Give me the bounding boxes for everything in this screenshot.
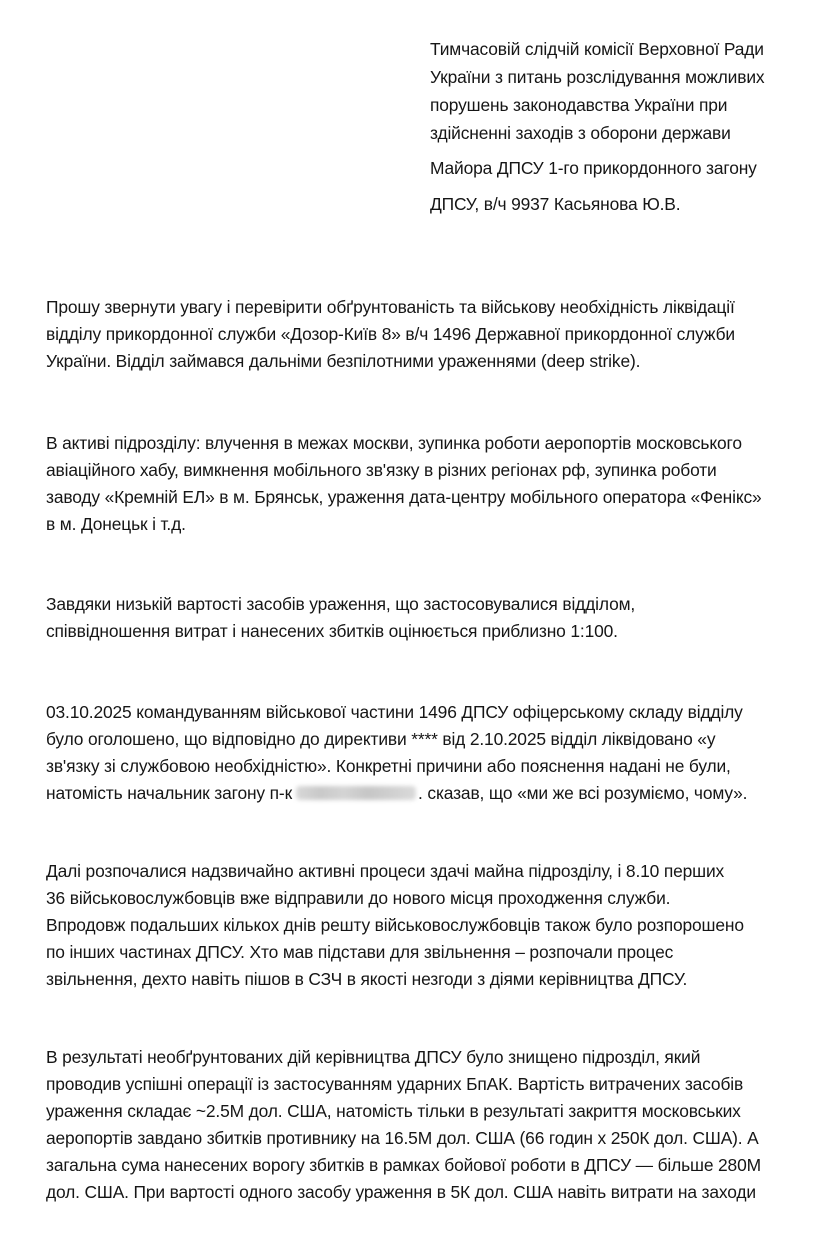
paragraph-line: загальна сума нанесених ворогу збитків в рамках бойової роботи в ДПСУ — більше 280М (46, 1155, 761, 1175)
paragraph-line: проводив успішні операції із застосуванням ударних БпАК. Вартість витрачених засобів (46, 1074, 744, 1094)
paragraph-line: Далі розпочалися надзвичайно активні процеси здачі майна підрозділу, і 8.10 перших (46, 861, 725, 881)
paragraph-line: Завдяки низькій вартості засобів ураження, що застосовувалися відділом, (46, 594, 636, 614)
addressee-line: Тимчасовій слідчій комісії Верховної Ради (430, 39, 764, 59)
paragraph-line: було оголошено, що відповідно до директиви **** від 2.10.2025 відділ ліквідовано «у (46, 729, 716, 749)
paragraph-line: відділу прикордонної служби «Дозор-Київ 8» в/ч 1496 Державної прикордонної служби (46, 324, 735, 344)
paragraph-line: В активі підрозділу: влучення в межах москви, зупинка роботи аеропортів московського (46, 433, 742, 453)
paragraph-line: 03.10.2025 командуванням військової частини 1496 ДПСУ офіцерському складу відділу (46, 702, 743, 722)
redacted-name-blur (296, 786, 416, 800)
paragraph-line: аеропортів завдано збитків противнику на 16.5М дол. США (66 годин х 250К дол. США). А (46, 1128, 759, 1148)
sender-line: Майора ДПСУ 1-го прикордонного загону (430, 158, 757, 178)
paragraph-line: в м. Донецьк і т.д. (46, 514, 186, 534)
paragraph-line: по інших частинах ДПСУ. Хто мав підстави для звільнення – розпочали процес (46, 942, 674, 962)
paragraph-line: 36 військовослужбовців вже відправили до нового місця проходження служби. (46, 888, 671, 908)
addressee-line: здійсненні заходів з оборони держави (430, 123, 731, 143)
paragraph-line: зв'язку зі службовою необхідністю». Конкретні причини або пояснення надані не були, (46, 756, 731, 776)
sender-line: ДПСУ, в/ч 9937 Касьянова Ю.В. (430, 194, 681, 214)
paragraph-line: звільнення, дехто навіть пішов в СЗЧ в якості незгоди з діями керівництва ДПСУ. (46, 969, 688, 989)
paragraph-line: Впродовж подальших кількох днів решту військовослужбовців також було розпорошено (46, 915, 744, 935)
paragraph-line: авіаційного хабу, вимкнення мобільного зв'язку в різних регіонах рф, зупинка роботи (46, 460, 717, 480)
addressee-line: України з питань розслідування можливих (430, 67, 765, 87)
paragraph-line-redacted (46, 782, 747, 804)
paragraph-line: ураження складає ~2.5М дол. США, натомість тільки в результаті закриття московських (46, 1101, 741, 1121)
paragraph-line: Прошу звернути увагу і перевірити обґрунтованість та військову необхідність ліквідації (46, 297, 735, 317)
paragraph-line: В результаті необґрунтованих дій керівництва ДПСУ було знищено підрозділ, який (46, 1047, 701, 1067)
paragraph-line: дол. США. При вартості одного засобу ураження в 5К дол. США навіть витрати на заходи (46, 1182, 756, 1202)
paragraph-line: України. Відділ займався дальніми безпілотними ураженнями (deep strike). (46, 351, 641, 371)
redacted-line-before: натомість начальник загону п-к (46, 783, 293, 803)
redacted-line-after: . сказав, що «ми же всі розуміємо, чому». (418, 783, 748, 803)
paragraph-line: заводу «Кремній ЕЛ» в м. Брянськ, ураження дата-центру мобільного оператора «Фенікс» (46, 487, 762, 507)
paragraph-line: співвідношення витрат і нанесених збитків оцінюється приблизно 1:100. (46, 621, 618, 641)
addressee-line: порушень законодавства України при (430, 95, 728, 115)
